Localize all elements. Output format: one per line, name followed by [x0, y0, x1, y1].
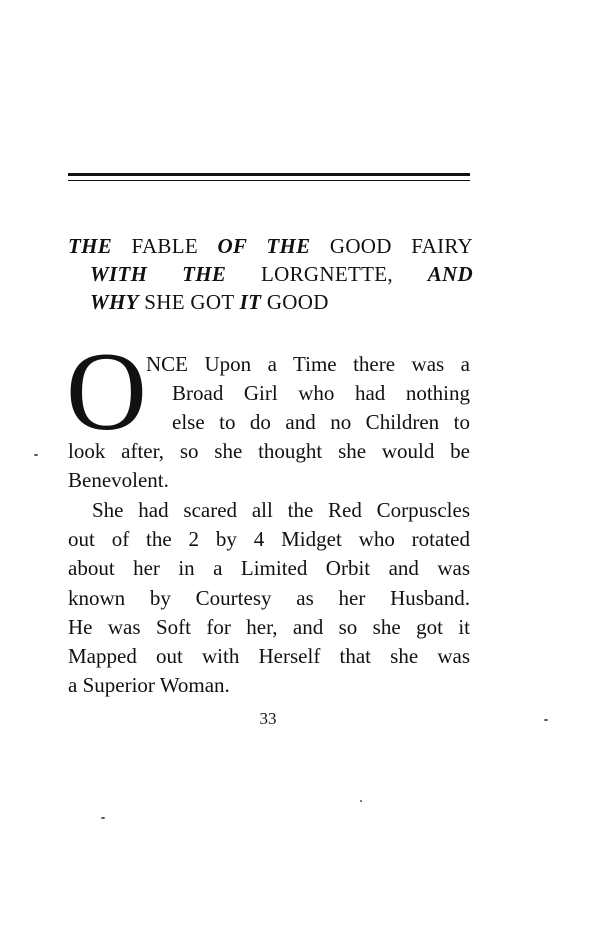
title-text-she-got: SHE GOT [138, 290, 240, 314]
body-line-4: look after, so she thought she would be [68, 439, 470, 463]
header-rule-thin [68, 180, 470, 181]
scan-speck [360, 800, 362, 802]
title-italic-of-the: OF THE [217, 234, 311, 258]
title-text-good: GOOD [261, 290, 329, 314]
title-line-1 [68, 232, 473, 260]
title-italic-with-the: WITH THE [90, 262, 227, 286]
body-line-10: He was Soft for her, and so she got it [68, 615, 470, 639]
title-italic-and: AND [427, 262, 473, 286]
title-line-3 [68, 288, 473, 316]
body-line-7: out of the 2 by 4 Midget who rotated [68, 527, 470, 551]
title-text-fable: FABLE [112, 234, 218, 258]
body-line-9: known by Courtesy as her Husband. [68, 586, 470, 610]
header-rule-thick [68, 173, 470, 176]
body-line-2: Broad Girl who had nothing [172, 381, 470, 405]
title-text-lorgnette: LORGNETTE, [226, 262, 428, 286]
title-text-good-fairy: GOOD FAIRY [310, 234, 473, 258]
body-line-6: She had scared all the Red Corpuscles [92, 498, 470, 522]
title-italic-it: IT [239, 290, 262, 314]
chapter-title [68, 232, 473, 316]
title-line-2 [68, 260, 473, 288]
page-number: 33 [259, 709, 277, 728]
body-line-11: Mapped out with Herself that she was [68, 644, 470, 668]
scan-speck [544, 719, 548, 721]
body-line-3: else to do and no Children to [172, 410, 470, 434]
scan-speck [101, 817, 105, 819]
drop-cap: O [66, 330, 147, 454]
title-italic-the: THE [68, 234, 113, 258]
scan-speck [34, 454, 38, 456]
body-line-5: Benevolent. [68, 468, 169, 492]
title-italic-why: WHY [90, 290, 139, 314]
body-line-12: a Superior Woman. [68, 673, 230, 697]
body-line-8: about her in a Limited Orbit and was [68, 556, 470, 580]
body-line-1: NCE Upon a Time there was a [146, 352, 470, 376]
